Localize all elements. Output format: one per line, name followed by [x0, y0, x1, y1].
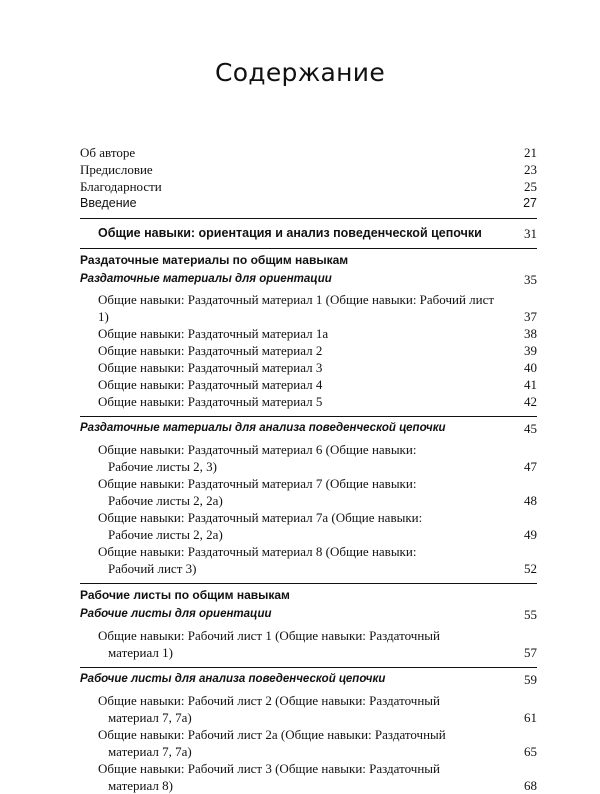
toc-entry-label-line1: Общие навыки: Раздаточный материал 8 (Общие навыки:: [98, 544, 417, 559]
toc-entry-label: Общие навыки: Раздаточный материал 4: [98, 377, 323, 392]
toc-subgroup-label: Рабочие листы для ориентации: [80, 608, 272, 620]
toc-entry-page: 42: [524, 394, 537, 409]
toc-entry-page: 68: [524, 778, 537, 793]
toc-entry-label: Общие навыки: Раздаточный материал 5: [98, 394, 323, 409]
toc-entry-page: 31: [524, 226, 537, 241]
toc-entry-worksheet-1[interactable]: [80, 627, 537, 661]
toc-entry-page: 45: [524, 421, 537, 436]
section-divider: [80, 218, 537, 219]
toc-entry-label: Благодарности: [80, 179, 162, 194]
toc-entry-worksheet-2[interactable]: [80, 692, 537, 726]
toc-subgroup-label: Раздаточные материалы для ориентации: [80, 273, 332, 285]
toc-subgroup-handouts-orientation[interactable]: [80, 271, 537, 288]
toc-entry-label-line2: Рабочие листы 2, 2а): [108, 493, 223, 508]
toc-group-handouts: Раздаточные материалы по общим навыкам: [80, 253, 349, 267]
section-divider: [80, 667, 537, 668]
toc-entry-page: 49: [524, 527, 537, 542]
toc-entry-label: Общие навыки: Раздаточный материал 2: [98, 343, 323, 358]
toc-entry-worksheet-2a[interactable]: [80, 726, 537, 760]
toc-entry-page: 39: [524, 343, 537, 358]
toc-entry-label: Общие навыки: Раздаточный материал 3: [98, 360, 323, 375]
toc-entry-page: 25: [524, 179, 537, 194]
toc-section-label: Общие навыки: ориентация и анализ поведенческой цепочки: [98, 226, 482, 240]
section-divider: [80, 248, 537, 249]
toc-entry-label-line1: Общие навыки: Раздаточный материал 6 (Общие навыки:: [98, 442, 417, 457]
toc-entry-introduction[interactable]: [80, 195, 537, 212]
toc-entry-handout-1[interactable]: [80, 291, 537, 325]
toc-entry-label: Введение: [80, 196, 137, 210]
toc-entry-label: Предисловие: [80, 162, 153, 177]
toc-entry-acknowledgements[interactable]: [80, 178, 537, 195]
toc-entry-handout-3[interactable]: [80, 359, 537, 376]
toc-entry-handout-7[interactable]: [80, 475, 537, 509]
toc-entry-label: Общие навыки: Раздаточный материал 1 (Общие навыки: Рабочий лист 1): [98, 292, 495, 324]
toc-entry-handout-5[interactable]: [80, 393, 537, 410]
section-divider: [80, 416, 537, 417]
section-divider: [80, 583, 537, 584]
toc-entry-page: 55: [524, 607, 537, 622]
toc-entry-label-line1: Общие навыки: Рабочий лист 3 (Общие навыки: Раздаточный: [98, 761, 440, 776]
toc-entry-page: 65: [524, 744, 537, 759]
toc-entry-label-line2: материал 7, 7а): [108, 710, 192, 725]
toc-entry-page: 52: [524, 561, 537, 576]
toc-entry-page: 37: [524, 309, 537, 324]
table-of-contents: [80, 144, 537, 794]
toc-subgroup-handouts-chain[interactable]: [80, 420, 537, 437]
toc-subgroup-worksheets-chain[interactable]: [80, 671, 537, 688]
toc-entry-label-line1: Общие навыки: Раздаточный материал 7 (Общие навыки:: [98, 476, 417, 491]
toc-entry-handout-4[interactable]: [80, 376, 537, 393]
toc-entry-page: 21: [524, 145, 537, 160]
toc-entry-about-author[interactable]: [80, 144, 537, 161]
toc-entry-handout-2[interactable]: [80, 342, 537, 359]
toc-entry-page: 35: [524, 272, 537, 287]
toc-entry-label-line1: Общие навыки: Рабочий лист 1 (Общие навыки: Раздаточный: [98, 628, 440, 643]
toc-entry-handout-6[interactable]: [80, 441, 537, 475]
toc-entry-handout-7a[interactable]: [80, 509, 537, 543]
toc-group-worksheets: Рабочие листы по общим навыкам: [80, 588, 290, 602]
toc-entry-label: Общие навыки: Раздаточный материал 1а: [98, 326, 329, 341]
toc-entry-worksheet-3[interactable]: [80, 760, 537, 794]
toc-entry-label-line2: материал 7, 7а): [108, 744, 192, 759]
toc-entry-page: 57: [524, 645, 537, 660]
toc-subgroup-label: Рабочие листы для анализа поведенческой цепочки: [80, 673, 386, 685]
page-title: Содержание: [214, 58, 386, 87]
toc-subgroup-worksheets-orientation[interactable]: [80, 606, 537, 623]
toc-entry-handout-8[interactable]: [80, 543, 537, 577]
toc-entry-label-line1: Общие навыки: Рабочий лист 2 (Общие навыки: Раздаточный: [98, 693, 440, 708]
toc-entry-label-line1: Общие навыки: Рабочий лист 2а (Общие навыки: Раздаточный: [98, 727, 446, 742]
toc-entry-page: 41: [524, 377, 537, 392]
toc-entry-label-line2: материал 1): [108, 645, 173, 660]
toc-entry-page: 27: [523, 196, 537, 210]
toc-entry-page: 48: [524, 493, 537, 508]
toc-section-general-skills[interactable]: [80, 225, 537, 242]
toc-entry-label-line2: Рабочий лист 3): [108, 561, 197, 576]
toc-entry-page: 38: [524, 326, 537, 341]
toc-entry-label-line2: Рабочие листы 2, 3): [108, 459, 218, 474]
toc-entry-handout-1a[interactable]: [80, 325, 537, 342]
toc-entry-page: 47: [524, 459, 537, 474]
toc-entry-page: 40: [524, 360, 537, 375]
toc-entry-page: 59: [524, 672, 537, 687]
toc-entry-label-line1: Общие навыки: Раздаточный материал 7а (Общие навыки:: [98, 510, 423, 525]
toc-entry-label: Об авторе: [80, 145, 136, 160]
toc-entry-label-line2: материал 8): [108, 778, 173, 793]
toc-entry-page: 61: [524, 710, 537, 725]
toc-entry-page: 23: [524, 162, 537, 177]
toc-entry-preface[interactable]: [80, 161, 537, 178]
toc-entry-label-line2: Рабочие листы 2, 2а): [108, 527, 223, 542]
toc-subgroup-label: Раздаточные материалы для анализа поведенческой цепочки: [80, 422, 446, 434]
